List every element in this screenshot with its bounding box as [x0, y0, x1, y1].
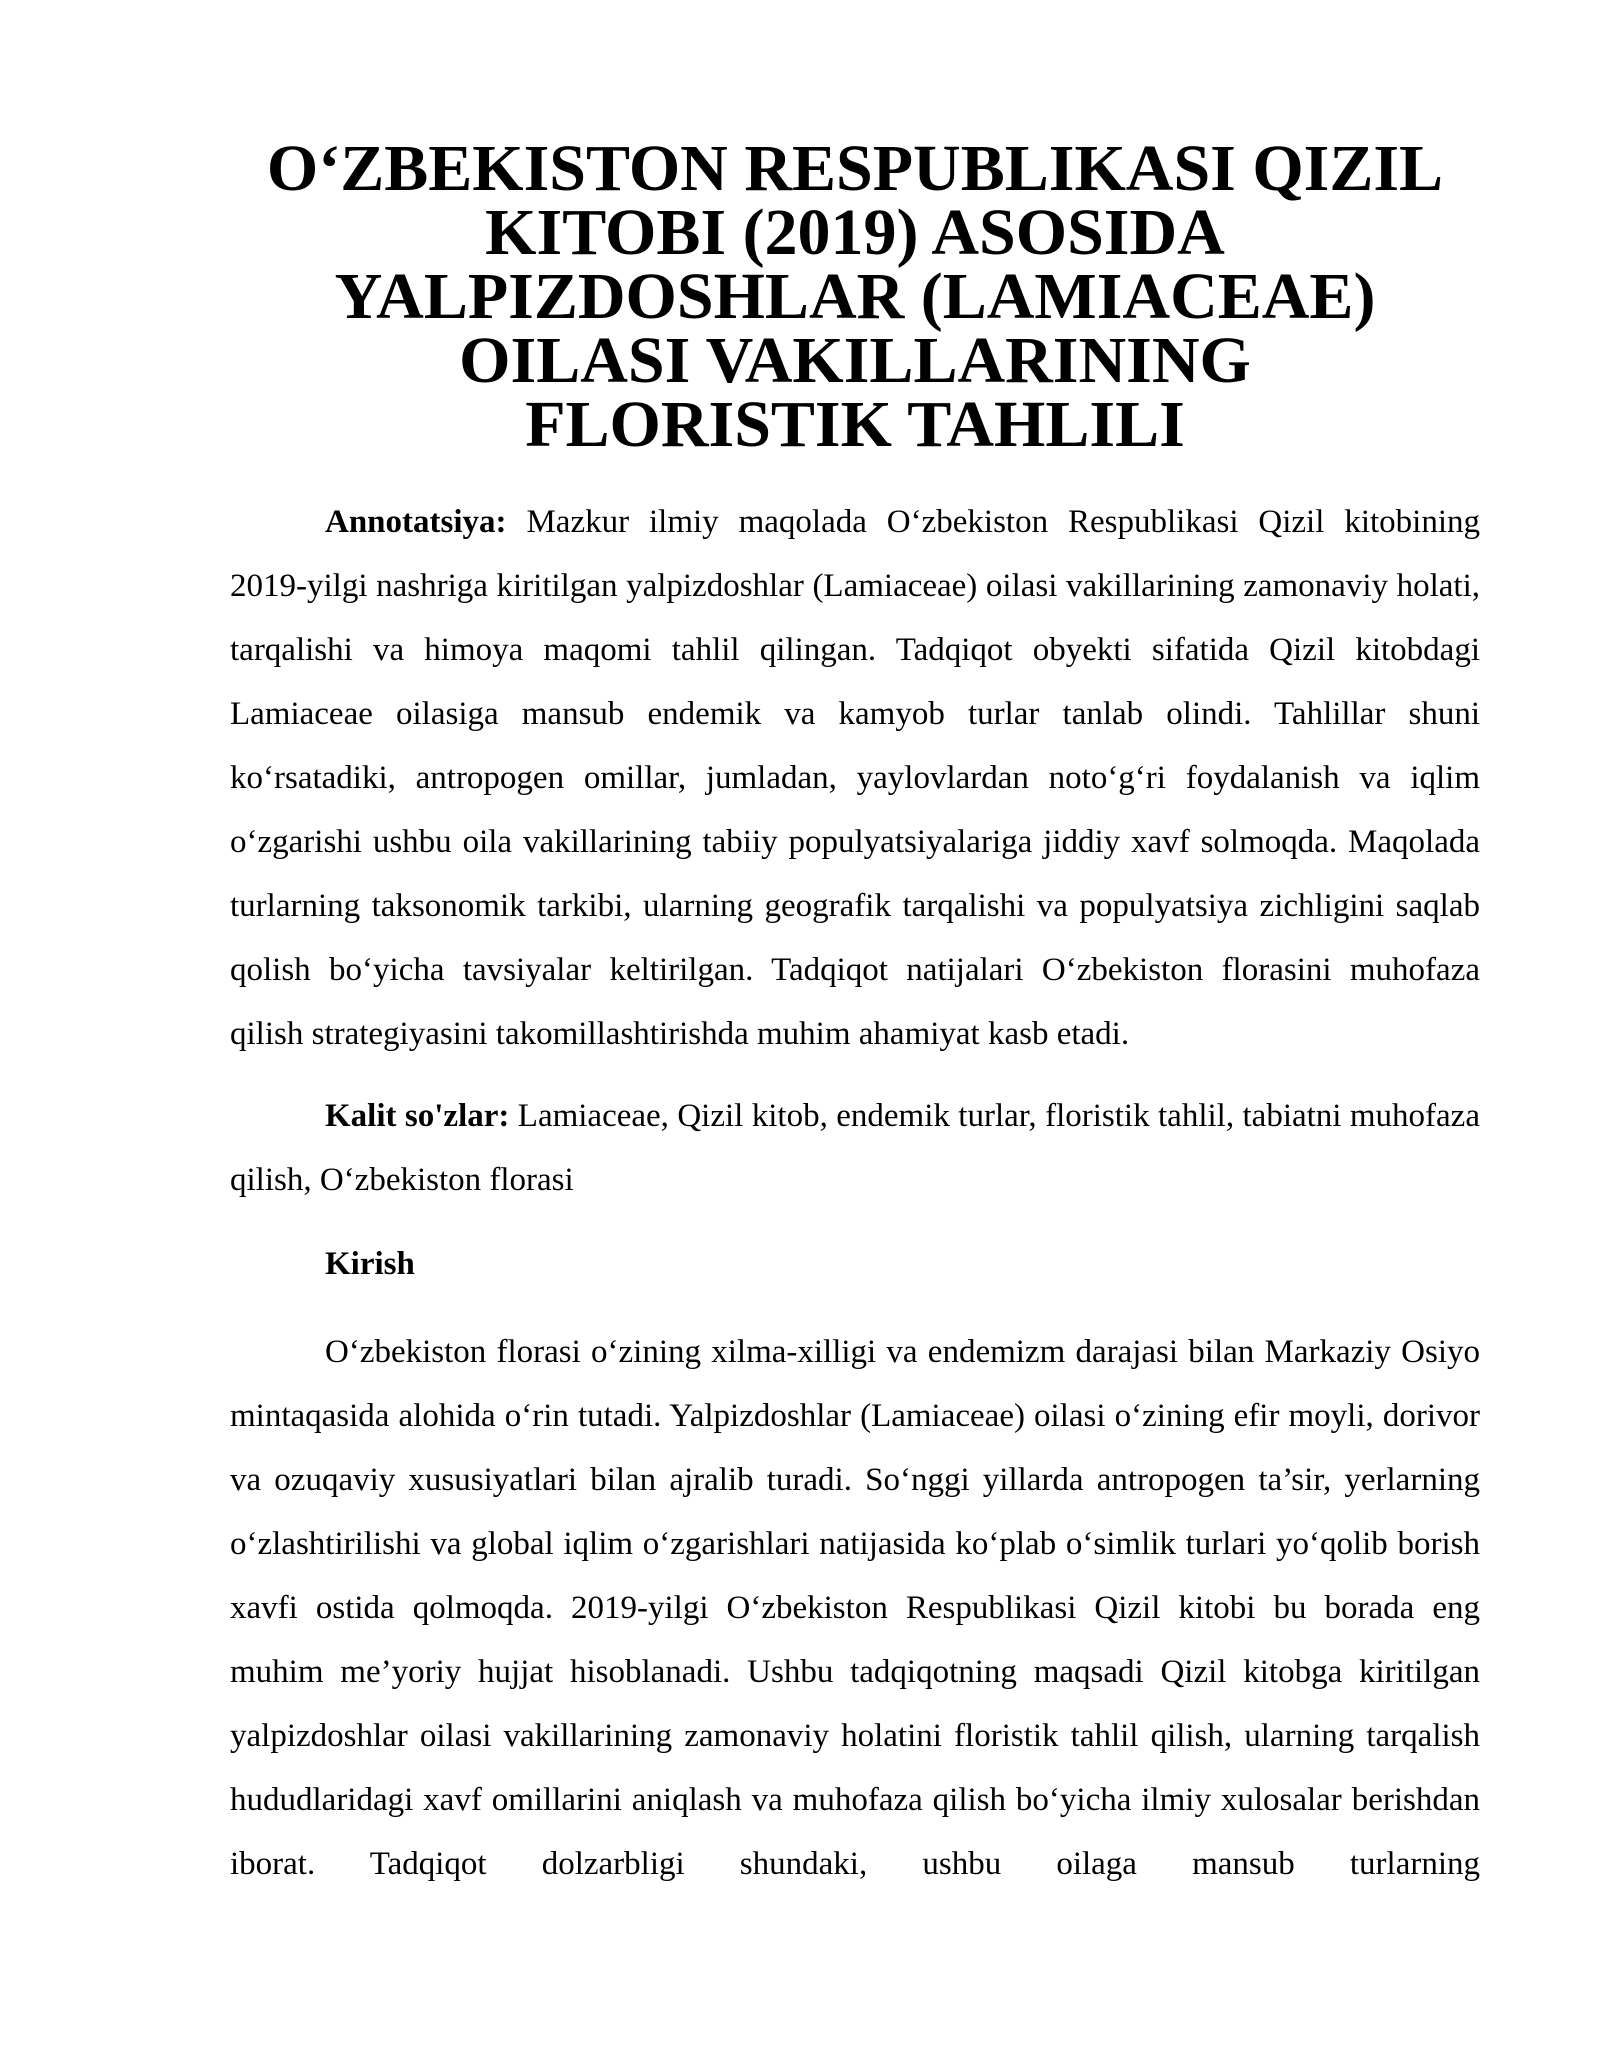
keywords-label: Kalit so'zlar: — [325, 1098, 510, 1134]
introduction-heading: Kirish — [325, 1246, 415, 1282]
abstract-label: Annotatsiya: — [325, 504, 507, 540]
document-title — [230, 132, 1480, 461]
abstract-paragraph — [230, 490, 1480, 1066]
abstract-text: Mazkur ilmiy maqolada Oʻzbekiston Respublikasi Qizil kitobining 2019-yilgi nashriga kiritilgan yalpizdoshlar (Lamiaceae) oilasi vakillarining zamonaviy holati, tarqalishi va himoya maqomi tahlil qilingan. Tadqiqot obyekti sifatida Qizil kitobdagi Lamiaceae oilasiga mansub endemik va kamyob turlar tanlab olindi. Tahlillar shuni koʻrsatadiki, antropogen omillar, jumladan, yaylovlardan notoʻgʻri foydalanish va iqlim oʻzgarishi ushbu oila vakillarining tabiiy populyatsiyalariga jiddiy xavf solmoqda. Maqolada turlarning taksonomik tarkibi, ularning geografik tarqalishi va populyatsiya zichligini saqlab qolish boʻyicha tavsiyalar keltirilgan. Tadqiqot natijalari Oʻzbekiston florasini muhofaza qilish strategiyasini takomillashtirishda muhim ahamiyat kasb etadi. — [230, 504, 1480, 1052]
keywords-text: Lamiaceae, Qizil kitob, endemik turlar, floristik tahlil, tabiatni muhofaza qilish, Oʻzbekiston florasi — [230, 1098, 1480, 1198]
title-line-2: YALPIZDOSHLAR (LAMIACEAE) OILASI VAKILLARINING — [334, 260, 1376, 397]
keywords-paragraph — [230, 1084, 1480, 1212]
introduction-paragraph: Oʻzbekiston florasi oʻzining xilma-xilligi va endemizm darajasi bilan Markaziy Osiyo mintaqasida alohida oʻrin tutadi. Yalpizdoshlar (Lamiaceae) oilasi oʻzining efir moyli, dorivor va ozuqaviy xususiyatlari bilan ajralib turadi. Soʻnggi yillarda antropogen ta’sir, yerlarning oʻzlashtirilishi va global iqlim oʻzgarishlari natijasida koʻplab oʻsimlik turlari yoʻqolib borish xavfi ostida qolmoqda. 2019-yilgi Oʻzbekiston Respublikasi Qizil kitobi bu borada eng muhim me’yoriy hujjat hisoblanadi. Ushbu tadqiqotning maqsadi Qizil kitobga kiritilgan yalpizdoshlar oilasi vakillarining zamonaviy holatini floristik tahlil qilish, ularning tarqalish hududlaridagi xavf omillarini aniqlash va muhofaza qilish boʻyicha ilmiy xulosalar berishdan iborat. Tadqiqot dolzarbligi shundaki, ushbu oilaga mansub turlarning — [230, 1334, 1480, 1882]
title-line-3: FLORISTIK TAHLILI — [525, 388, 1185, 461]
title-line-1: OʻZBEKISTON RESPUBLIKASI QIZIL KITOBI (2019) ASOSIDA — [266, 132, 1444, 269]
